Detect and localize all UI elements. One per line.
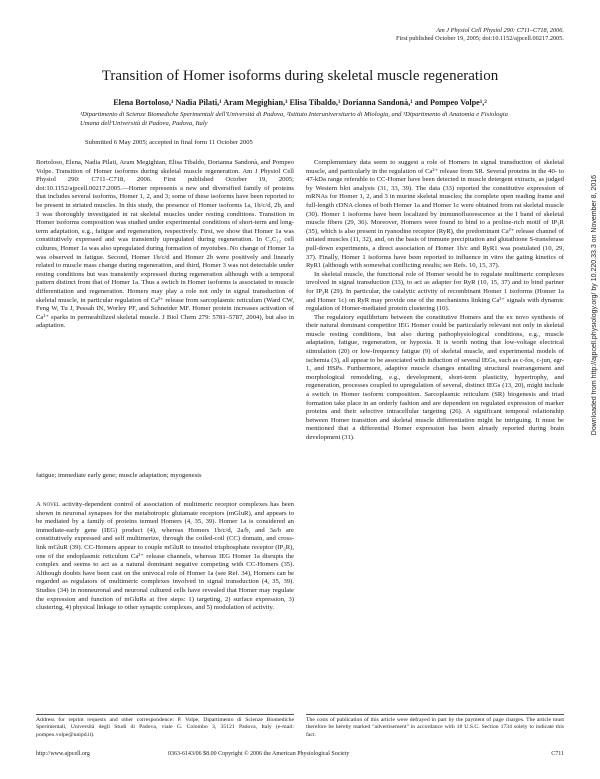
intro-text: activity-dependent control of association of multimeric receptor complexes has been shown in neuronal synapses for the metabotropic glutamate receptors (mGluR), and appears to be mediated by a family of proteins termed Homers (4, 35, 39). Homer 1a is considered an immediate-early gene (IEG) product (4), whereas Homers 1b/c/d, 2a/b, and 3a/b are constitutively expressed and self multimerize, through the coiled-coil (CC) domain, and cross-link mGluR (39). CC-Homers appear to couple mGluR to inositol trisphosphate receptor (IP₃R), one of the endoplasmic reticulum Ca²⁺ release channels, whereas IEG Homer 1a disrupts the complex and seems to act as a natural dominant negative competing with CC-Homers (35). Although doubts have been cast on the univocal role of Homer 1a (see Ref. 34), Homers can be regarded as regulators of multimeric complexes involved in signal transduction (4, 35, 39). Studies (34) in nonneuronal and neuronal cultured cells have revealed that Homer may regulate the expression and function of mGluRs at five steps: 1) targeting, 2) surface expression, 3) clustering, 4) physical linkage to other synaptic complexes, and 5) modulation of activity. (36, 501, 294, 612)
introduction (36, 501, 294, 613)
abstract-text: Bortoloso, Elena, Nadia Pilati, Aram Megighian, Elisa Tibaldo, Dorianna Sandonà, and Pompeo Volpe. Transition of Homer isoforms during skeletal muscle regeneration. Am J Physiol Cell Physiol 290: C711–C718, 2006. First published October 19, 2005; doi:10.1152/ajpcell.00217.2005.—Homer represents a new and diversified family of proteins that includes several isoforms, Homer 1, 2, and 3; some of these isoforms have been reported to be present in striated muscles. In this study, the presence of Homer isoforms 1a, 1b/c/d, 2b, and 3 was thoroughly investigated in rat skeletal muscles under resting conditions. Transition in Homer isoforms composition was studied under experimental conditions of short-term and long-term adaptation, e.g., fatigue and regeneration, respectively. First, we show that Homer 1a was constitutively expressed and was transiently upregulated during regeneration. In C₂C₁₂ cell cultures, Homer 1a was also upregulated during formation of myotubes. No change of Homer 1a was observed in fatigue. Second, Homer 1b/c/d and Homer 2b were positively and linearly related to muscle mass change during regeneration, and third, Homer 3 was not detectable under resting conditions but was transiently expressed during regeneration although with a temporal pattern distinct from that of Homer 1a. Thus a switch in Homer isoforms is associated to muscle differentiation and regeneration. Homers may play a role not only in signal transduction of skeletal muscle, in particular regulation of Ca²⁺ release from sarcoplasmic reticulum (Ward CW, Feng W, Tu J, Pessah IN, Worley PF, and Schneider MF. Homer protein increases activation of Ca²⁺ sparks in permeabilized skeletal muscle. J Biol Chem 279: 5781–5787, 2004), but also in adaptation. (36, 159, 294, 330)
journal-url[interactable]: http://www.ajpcell.org (36, 751, 90, 757)
correspondence-note: Address for reprint requests and other correspondence: P. Volpe, Dipartimento di Scienze Biomediche Sperimentali, Università degli Studi di Padova, viale G. Colombo 3, 35121 Padova, Italy (e-mail: pompeo.volpe@unipd.it). (36, 717, 294, 738)
first-published-line: First published October 19, 2005; doi:10.1152/ajpcell.00217.2005. (395, 35, 564, 43)
paragraph-2: In skeletal muscle, the functional role of Homer would be to regulate multimeric complexes involved in signal transduction (33), to act as adapter for RyR (10, 15, 37) and to bind partner for IP₃R (29). In particular, the catalytic activity of recombinant Homer 1 isoforms (Homer 1a and Homer 1c) on RyR may provide one of the mechanisms linking Ca²⁺ signals with dynamic regulation of Homer-mediated protein clustering (10). (306, 270, 564, 313)
page-charges-note: The costs of publication of this article were defrayed in part by the payment of page charges. The article must therefore be hereby marked "advertisement" in accordance with 18 U.S.C. Section 1734 solely to indicate this fact. (306, 717, 564, 738)
journal-header (396, 27, 564, 44)
paragraph-3: The regulatory equilibrium between the constitutive Homers and the ex novo synthesis of their natural dominant competitor IEG Homer could be particularly relevant not only in skeletal muscle resting conditions, but also during pathophysiological conditions, e.g., muscle adaptation, fatigue, regeneration, or hypoxia. It is worth noting that low-voltage electrical stimulation (20) or low-frequency fatigue (9) of skeletal muscle, and experimental models of ischemia (3), all appear to be associated with induction of several IEGs, such as c-fos, c-jun, egr-1, and HSPs. Furthermore, adaptive muscle changes entailing structural rearrangement and morphological remodeling, e.g., development, short-term plasticity, hypertrophy, and regeneration, processes coupled to upregulation of several, distinct IEGs (13, 20), might include a switch in Homer isoform composition. Sarcoplasmic reticulum (SR) biogenesis and triad formation take place in an orderly fashion and are dependent on regulated expression of marker proteins and their selective intracellular targeting (26). A significant temporal relationship between Homer transition and skeletal muscle differentiation might be intriguing. It must be mentioned that a differential Homer expression has been already reported during brain development (31). (306, 313, 564, 441)
page-number: C711 (551, 751, 564, 757)
author-list: Elena Bortoloso,¹ Nadia Pilati,¹ Aram Megighian,³ Elisa Tibaldo,¹ Dorianna Sandonà,¹ and Pompeo Volpe¹,² (113, 98, 487, 107)
journal-citation: Am J Physiol Cell Physiol 290: C711–C718, 2006. (436, 27, 564, 34)
intro-lead: A novel (36, 501, 60, 508)
submission-dates: Submitted 6 May 2005; accepted in final form 11 October 2005 (85, 139, 253, 146)
keywords: fatigue; immediate early gene; muscle adaptation; myogenesis (36, 472, 202, 479)
footnote-rule-right (306, 714, 564, 715)
article-title: Transition of Homer isoforms during skeletal muscle regeneration (101, 68, 499, 84)
right-column (306, 159, 564, 443)
footnote-rule-left (36, 714, 294, 715)
download-watermark: Downloaded from http://ajpcell.physiology.org/ by 10.220.33.3 on November 8, 2016 (591, 175, 598, 436)
abstract (36, 159, 294, 331)
copyright-line: 0363-6143/06 $8.00 Copyright © 2006 the American Physiological Society (168, 751, 350, 757)
affiliations: ¹Dipartimento di Scienze Biomediche Sperimentali dell'Università di Padova, ²Istituto Interuniversitario di Miologia, and ³Dipartimento di Anatomia e Fisiologia Umana dell'Università di Padova, Padova, Italy (80, 111, 508, 127)
paragraph-1: Complementary data seem to suggest a role of Homers in signal transduction of skeletal muscle, and particularly in the regulation of Ca²⁺ release from SR. Several proteins in the 40- to 47-kDa range referable to CC-Homer have been detected in muscle detergent extracts, as judged by Western blot analysis (31, 33, 39). The data (33) reported the constitutive expression of mRNAs for Homer 1, 2, and 3 in murine skeletal muscles; the complete open reading frame and full-length cDNA clones of both Homer 1a and Homer 1c were obtained from rat skeletal muscle (30). Homer 1 isoforms have been localized by immunofluorescence at the I band of skeletal muscle fibers (29, 36). Moreover, Homers were found to bind to a proline-rich motif of IP₃R (35), which is also present in ryanodine receptor (RyR), the predominant Ca²⁺ release channel of striated muscles (11, 32), and, on the basis of immune precipitation and glutathione S-transferase pull-down experiments, a direct association of Homer 1b/c and RyR1 was postulated (10, 29, 37). Finally, Homer 1 isoforms have been reported to influence in vitro the gating kinetics of RyR1 (although with somewhat conflicting results; see Refs. 10, 15, 37). (306, 159, 564, 270)
